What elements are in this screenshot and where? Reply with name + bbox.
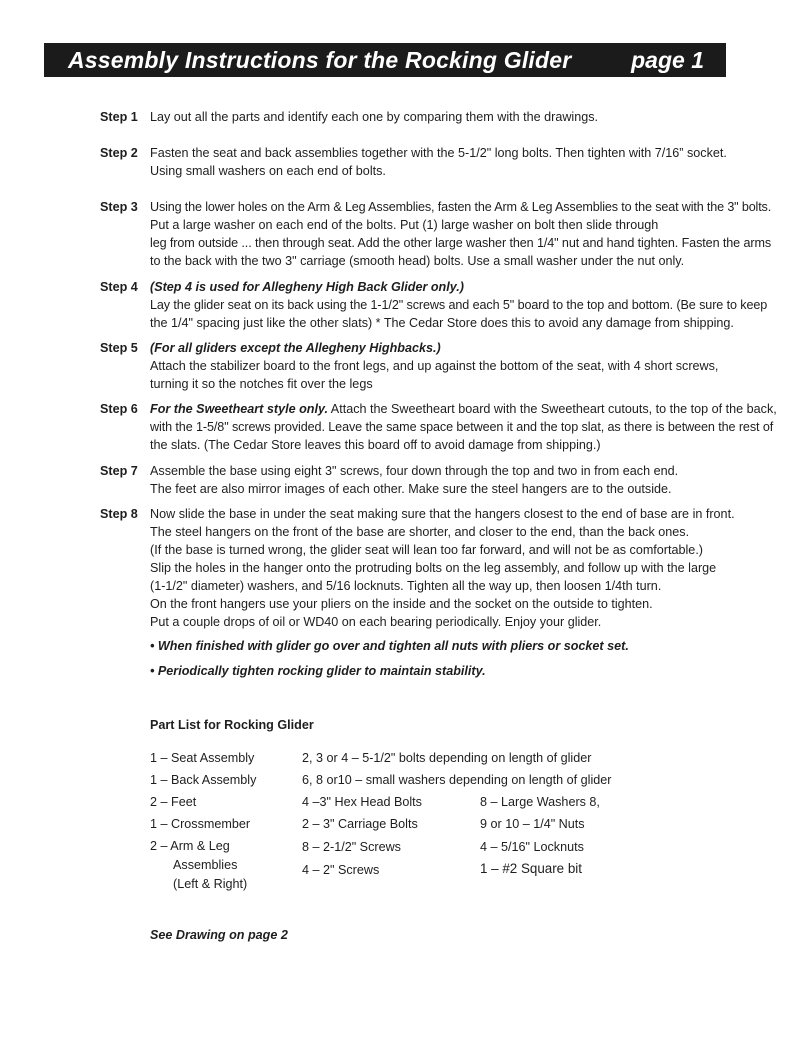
part-item: 2 – Feet (150, 795, 197, 809)
step-body (150, 505, 800, 631)
step-text: The steel hangers on the front of the base are shorter, and closer to the end, than the back ones. (150, 525, 690, 539)
step-text: leg from outside ... then through seat. Add the other large washer then 1/4" nut and hand tighten. Fasten the arms (150, 236, 772, 250)
step-label: Step 3 (100, 200, 138, 214)
part-item: 1 – Seat Assembly (150, 751, 255, 765)
step-text: (1-1/2" diameter) washers, and 5/16 locknuts. Tighten all the way up, then loosen 1/4th turn. (150, 579, 662, 593)
step-text: to the back with the two 3" carriage (smooth head) bolts. Use a small washer under the nut only. (150, 254, 685, 268)
step-text: Slip the holes in the hanger onto the protruding bolts on the leg assembly, and follow up with the large (150, 561, 717, 575)
step-text: the 1/4" spacing just like the other slats) * The Cedar Store does this to avoid any damage from shipping. (150, 316, 734, 330)
step-body (150, 198, 800, 270)
step-text: Lay the glider seat on its back using the 1-1/2" screws and each 5" board to the top and bottom. (Be sure to keep (150, 298, 768, 312)
step-body (150, 278, 800, 332)
step-note: (Step 4 is used for Allegheny High Back Glider only.) (150, 280, 464, 294)
part-item: 1 – Crossmember (150, 817, 251, 831)
part-item: 9 or 10 – 1/4" Nuts (480, 817, 585, 831)
step-text: Attach the Sweetheart board with the Sweetheart cutouts, to the top of the back, (328, 402, 777, 416)
part-item: 1 – #2 Square bit (480, 861, 582, 876)
see-drawing-note: See Drawing on page 2 (150, 928, 288, 942)
part-item: 8 – Large Washers 8, (480, 795, 600, 809)
step-text: with the 1-5/8" screws provided. Leave the same space between it and the top slat, as there is between the rest of (150, 420, 774, 434)
step-body (150, 144, 800, 180)
step-label: Step 2 (100, 146, 138, 160)
tip-bullet: • Periodically tighten rocking glider to maintain stability. (150, 664, 486, 678)
step-body (150, 462, 800, 498)
step-body (150, 400, 800, 454)
part-item: 6, 8 or10 – small washers depending on length of glider (302, 773, 612, 787)
step-text-first (150, 400, 800, 418)
part-item: 8 – 2-1/2" Screws (302, 840, 401, 854)
step-label: Step 8 (100, 507, 138, 521)
part-item: 1 – Back Assembly (150, 773, 257, 787)
step-text: Using the lower holes on the Arm & Leg Assemblies, fasten the Arm & Leg Assemblies to the seat with the 3" bolts. (150, 200, 772, 214)
part-item: 2, 3 or 4 – 5-1/2" bolts depending on length of glider (302, 751, 592, 765)
step-text: On the front hangers use your pliers on the inside and the socket on the outside to tighten. (150, 597, 653, 611)
step-text: (If the base is turned wrong, the glider seat will lean too far forward, and will not be as comfortable.) (150, 543, 704, 557)
part-item-line: (Left & Right) (173, 877, 248, 891)
part-item: 2 – 3" Carriage Bolts (302, 817, 418, 831)
step-text: the slats. (The Cedar Store leaves this board off to avoid damage from shipping.) (150, 438, 601, 452)
step-text: Using small washers on each end of bolts. (150, 164, 386, 178)
part-item-arm-leg (150, 837, 247, 894)
step-body (150, 339, 800, 393)
step-label: Step 1 (100, 110, 138, 124)
part-item: 4 – 2" Screws (302, 863, 380, 877)
part-item-line: Assemblies (173, 858, 238, 872)
step-text: Now slide the base in under the seat making sure that the hangers closest to the end of base are in front. (150, 507, 735, 521)
parts-list-title: Part List for Rocking Glider (150, 718, 314, 732)
step-lead: For the Sweetheart style only. (150, 402, 328, 416)
step-text: The feet are also mirror images of each other. Make sure the steel hangers are to the outside. (150, 482, 672, 496)
page-title: Assembly Instructions for the Rocking Glider (68, 47, 572, 73)
step-text: Attach the stabilizer board to the front legs, and up against the bottom of the seat, with 4 short screws, (150, 359, 719, 373)
step-label: Step 6 (100, 402, 138, 416)
step-body (150, 108, 800, 126)
part-item-line: 2 – Arm & Leg (150, 839, 230, 853)
part-item: 4 –3" Hex Head Bolts (302, 795, 422, 809)
tip-bullet: • When finished with glider go over and tighten all nuts with pliers or socket set. (150, 639, 629, 653)
step-text: Lay out all the parts and identify each one by comparing them with the drawings. (150, 110, 599, 124)
step-label: Step 4 (100, 280, 138, 294)
part-item: 4 – 5/16" Locknuts (480, 840, 584, 854)
step-label: Step 7 (100, 464, 138, 478)
step-text: turning it so the notches fit over the legs (150, 377, 373, 391)
step-label: Step 5 (100, 341, 138, 355)
page-number: page 1 (631, 47, 704, 73)
header-bar (44, 43, 726, 77)
step-text: Fasten the seat and back assemblies together with the 5-1/2" long bolts. Then tighten with 7/16” socket. (150, 146, 727, 160)
step-text: Put a large washer on each end of the bolts. Put (1) large washer on bolt then slide through (150, 218, 659, 232)
step-text: Put a couple drops of oil or WD40 on each bearing periodically. Enjoy your glider. (150, 615, 602, 629)
step-text: Assemble the base using eight 3" screws, four down through the top and two in from each end. (150, 464, 679, 478)
step-note: (For all gliders except the Allegheny Highbacks.) (150, 341, 441, 355)
